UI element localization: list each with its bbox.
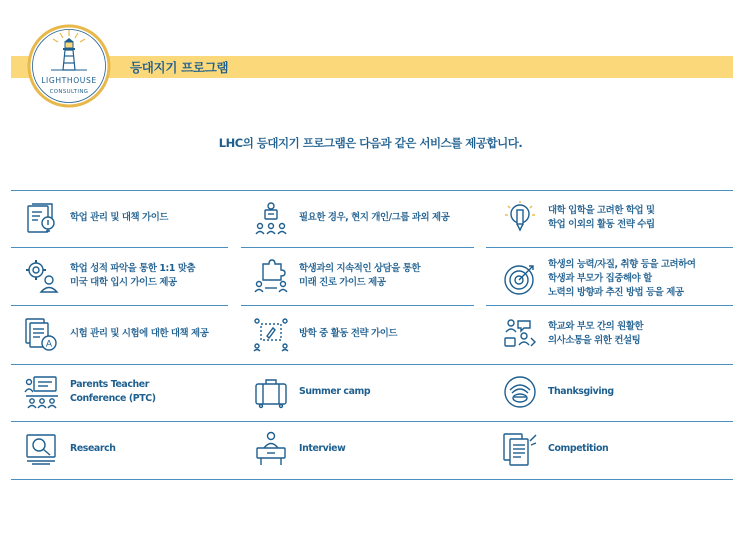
competition-docs-icon xyxy=(502,431,538,467)
service-career-counseling xyxy=(253,258,420,294)
service-line: 필요한 경우, 현지 개인/그룹 과외 제공 xyxy=(299,212,450,223)
row-divider xyxy=(11,305,228,306)
service-line: 학생의 능력/자질, 취향 등을 고려하여 xyxy=(548,259,696,270)
service-line: Interview xyxy=(299,443,346,454)
gear-person-icon xyxy=(24,258,60,294)
row-divider xyxy=(486,305,733,306)
suitcase-icon xyxy=(253,374,289,410)
service-line: Research xyxy=(70,443,116,454)
document-lightbulb-icon xyxy=(24,200,60,236)
logo-sub: CONSULTING xyxy=(49,89,89,95)
grid-top-line xyxy=(11,190,733,191)
row-divider xyxy=(241,247,474,248)
service-communication xyxy=(502,316,643,352)
service-line: Thanksgiving xyxy=(548,386,614,397)
service-ptc xyxy=(24,374,156,410)
target-icon xyxy=(502,261,538,297)
service-research xyxy=(24,431,116,467)
service-competition xyxy=(502,431,608,467)
service-line: 방학 중 활동 전략 가이드 xyxy=(299,328,398,339)
service-line: Competition xyxy=(548,443,609,454)
page-headline: LHC의 등대지기 프로그램은 다음과 같은 서비스를 제공합니다. xyxy=(218,136,523,150)
service-line: Parents Teacher xyxy=(70,379,149,390)
row-divider xyxy=(11,247,228,248)
service-thanksgiving xyxy=(502,374,614,410)
service-line: 미국 대학 입시 가이드 제공 xyxy=(70,277,177,288)
service-line: 노력의 방향과 추진 방법 등을 제공 xyxy=(548,287,684,298)
service-interview xyxy=(253,431,345,467)
communication-icon xyxy=(502,316,538,352)
service-activity-strategy xyxy=(502,200,655,236)
lighthouse-logo xyxy=(27,24,111,108)
research-magnifier-icon xyxy=(24,431,60,467)
service-line: 학업 관리 및 대책 가이드 xyxy=(70,212,169,223)
team-tutoring-icon xyxy=(253,200,289,236)
turkey-icon xyxy=(502,374,538,410)
service-local-tutoring xyxy=(253,200,449,236)
logo-name: LIGHTHOUSE xyxy=(41,76,97,85)
service-summer-camp xyxy=(253,374,370,410)
row-divider xyxy=(241,305,474,306)
service-academic-management xyxy=(24,200,168,236)
strategy-board-icon xyxy=(253,316,289,352)
service-line: 미래 진로 가이드 제공 xyxy=(299,277,386,288)
grid-bottom-line xyxy=(11,479,733,480)
exam-grade-icon xyxy=(24,316,60,352)
svg-text:A: A xyxy=(45,339,53,350)
banner-title: 등대지기 프로그램 xyxy=(130,60,229,75)
service-line: 학업 이외의 활동 전략 수립 xyxy=(548,219,655,230)
service-exam-management xyxy=(24,316,208,352)
interview-icon xyxy=(253,431,289,467)
service-line: 의사소통을 위한 컨설팅 xyxy=(548,335,641,346)
service-effort-direction xyxy=(502,258,696,300)
presentation-audience-icon xyxy=(24,374,60,410)
service-line: 학생과의 지속적인 상담을 통한 xyxy=(299,263,421,274)
row-divider xyxy=(11,421,733,422)
service-line: 학교와 부모 간의 원활한 xyxy=(548,321,644,332)
service-line: 대학 입학을 고려한 학업 및 xyxy=(548,205,655,216)
service-vacation-strategy xyxy=(253,316,397,352)
pencil-idea-icon xyxy=(502,200,538,236)
row-divider xyxy=(11,364,733,365)
service-line: Summer camp xyxy=(299,386,371,397)
header-banner xyxy=(11,56,733,78)
puzzle-counseling-icon xyxy=(253,258,289,294)
row-divider xyxy=(486,247,733,248)
service-line: 학업 성적 파악을 통한 1:1 맞춤 xyxy=(70,263,196,274)
service-personal-guide xyxy=(24,258,195,294)
service-line: 시험 관리 및 시험에 대한 대책 제공 xyxy=(70,328,209,339)
service-line: Conference (PTC) xyxy=(70,393,156,404)
service-line: 학생과 부모가 집중해야 할 xyxy=(548,273,652,284)
